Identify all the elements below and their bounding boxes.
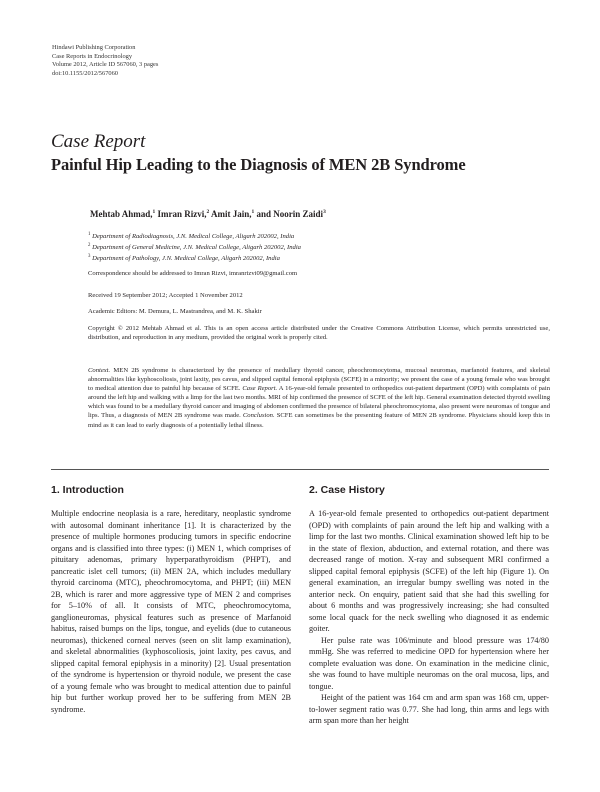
- abstract-case-label: Case Report.: [242, 385, 278, 393]
- introduction-section: [51, 484, 291, 715]
- case-history-section: [309, 484, 549, 727]
- academic-editors: Academic Editors: M. Demura, L. Mastrandrea, and M. K. Shakir: [88, 308, 262, 315]
- author: Mehtab Ahmad,$^1$: [90, 209, 156, 219]
- paragraph: Height of the patient was 164 cm and arm span was 168 cm, upper-to-lower segment ratio was 0.77. She had long, thin arms and legs with arm span more than her height: [309, 693, 549, 725]
- abstract-conclusion-label: Conclusion.: [242, 412, 275, 420]
- author: and Noorin Zaidi$^3$: [256, 209, 326, 219]
- abstract-conclusion: SCFE can sometimes be the presenting feature of MEN 2B syndrome. Physicians should keep this in mind as it can lead to early diagnosis of a potentially lethal illness.: [88, 412, 550, 429]
- affiliations: [88, 230, 550, 264]
- abstract-context-label: Context.: [88, 367, 111, 374]
- publisher: Hindawi Publishing Corporation: [52, 44, 136, 51]
- paragraph: Multiple endocrine neoplasia is a rare, hereditary, neoplastic syndrome with autosomal dominant inheritance [1]. It is characterized by the presence of multiple hormones producing tumors in specific endocrine organs and is classified into three types: (i) MEN 1, which comprises of pituitary adenomas, primary hyperparathyroidism (PHPT), and pancreatic islet cell tumors; (ii) MEN 2A, which includes medullary thyroid carcinoma (MTC), pheochromocytoma, and PHPT; (iii) MEN 2B, which is rarer and more aggressive type of MEN 2 and comprises for 5–10% of all. It consists of MTC, pheochromocytoma, ganglioneuromas, physical features such as presence of Marfanoid habitus, raised bumps on the lips, tongue, and eyelids (due to cutaneous neuromas), thickened corneal nerves (seen on slit lamp examination), and skeletal abnormalities (kyphoscoliosis, joint laxity, pes cavus, and slipped capital femoral epiphysis in a minority) [2]. Usual presentation of the syndrome is hypertension or thyroid nodule, we present the case of a young female who was brought to medical attention due to painful hip but further workup proved her to be suffering from MEN 2B syndrome.: [51, 509, 291, 714]
- abstract: [88, 366, 550, 430]
- correspondence: Correspondence should be addressed to Imran Rizvi, imranrizvi09@gmail.com: [88, 270, 298, 277]
- article-title: Painful Hip Leading to the Diagnosis of MEN 2B Syndrome: [51, 155, 466, 174]
- author: Imran Rizvi,$^2$: [157, 209, 210, 219]
- article-type: Case Report: [51, 131, 146, 152]
- author: Amit Jain,$^1$: [211, 209, 255, 219]
- journal-header: [52, 44, 158, 78]
- received-dates: Received 19 September 2012; Accepted 1 November 2012: [88, 292, 243, 299]
- section-heading: 1. Introduction: [51, 484, 124, 496]
- section-heading: 2. Case History: [309, 484, 385, 496]
- abstract-case: A 16-year-old female presented to orthopedics out-patient department (OPD) with complaints of pain around the left hip and walking with a limp for the last two months. MRI of hip confirmed the presence of SCFE of the left hip. General examination detected thyroid swelling which was found to be a medullary thyroid cancer and imaging of abdomen confirmed the presence of bilateral pheochromocytoma, also present were neuromas of tongue and lips. Thus, a diagnosis of MEN 2B syndrome was made.: [88, 385, 550, 420]
- section-divider: [51, 469, 549, 470]
- journal-name: Case Reports in Endocrinology: [52, 52, 133, 60]
- paragraph: Her pulse rate was 106/minute and blood pressure was 174/80 mmHg. She was referred to medicine OPD for hypertension where her complete evaluation was done. On examination in the medicine clinic, she was found to have multiple neuromas on the oral mucosa, lips, and tongue.: [309, 635, 549, 691]
- volume-info: Volume 2012, Article ID 567060, 3 pages: [52, 61, 159, 69]
- doi[interactable]: doi:10.1155/2012/567060: [52, 69, 118, 77]
- affiliation: $^2$ Department of General Medicine, J.N. Medical College, Aligarh 202002, India: [88, 243, 301, 252]
- paragraph: A 16-year-old female presented to orthopedics out-patient department (OPD) with complaints of pain around the left hip and walking with a limp for the last two months. Clinical examination showed left hip to be in the state of flexion, abduction, and external rotation, and there was decreased range of motion. X-ray and subsequent MRI confirmed a slipped capital femoral epiphysis (SCFE) of the left hip (Figure 1). On general examination, an irregular bumpy swelling was noted in the anterior neck. On enquiry, patient said that she had this swelling for about 6 months and was progressively increasing; she had consulted some local quack for the neck swelling who diagnosed it as endemic goiter.: [309, 509, 549, 633]
- author-list: [90, 209, 326, 219]
- affiliation: $^3$ Department of Pathology, J.N. Medical College, Aligarh 202002, India: [88, 254, 280, 263]
- copyright-notice: Copyright © 2012 Mehtab Ahmad et al. This is an open access article distributed under the Creative Commons Attribution License, which permits unrestricted use, distribution, and reproduction in any medium, provided the original work is properly cited.: [88, 325, 550, 341]
- abstract-context: MEN 2B syndrome is characterized by the presence of medullary thyroid cancer, pheochromocytoma, mucosal neuromas, marfanoid features, and skeletal abnormalities like kyphoscoliosis, joint laxity, pes cavus, and slipped capital femoral epiphysis (SCFE) in a minority; we present the case of a young female who was brought to medical attention due to painful hip because of SCFE.: [88, 367, 550, 393]
- affiliation: $^1$ Department of Radiodiagnosis, J.N. Medical College, Aligarh 202002, India: [88, 232, 295, 241]
